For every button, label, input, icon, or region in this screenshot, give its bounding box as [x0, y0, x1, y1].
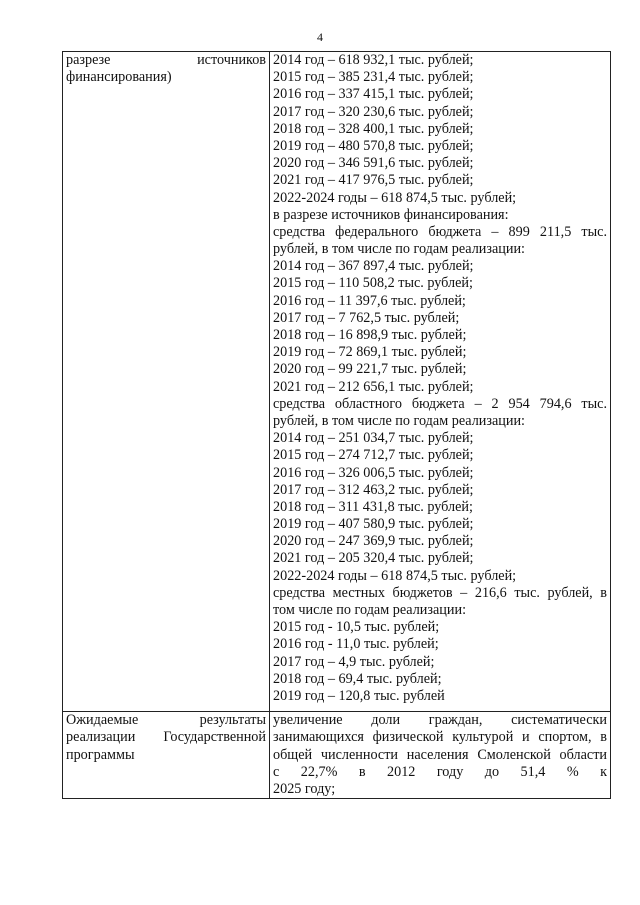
- financing-line: рублей, в том числе по годам реализации:: [273, 412, 525, 429]
- financing-line: 2017 год – 312 463,2 тыс. рублей;: [273, 481, 474, 498]
- results-line: общей численности населения Смоленской области: [273, 746, 607, 763]
- financing-line: 2018 год – 16 898,9 тыс. рублей;: [273, 327, 467, 343]
- financing-line: 2020 год – 346 591,6 тыс. рублей;: [273, 155, 474, 172]
- financing-line: 2014 год – 618 932,1 тыс. рублей;: [273, 52, 474, 68]
- results-values-cell: [270, 712, 611, 799]
- financing-line: 2016 год – 337 415,1 тыс. рублей;: [273, 86, 474, 103]
- financing-line: 2019 год – 72 869,1 тыс. рублей;: [273, 344, 467, 361]
- financing-line: 2014 год – 367 897,4 тыс. рублей;: [273, 258, 474, 275]
- results-line: с 22,7% в 2012 году до 51,4 % к: [273, 763, 607, 780]
- financing-line: 2017 год – 4,9 тыс. рублей;: [273, 653, 435, 670]
- financing-line: средства федерального бюджета – 899 211,5 тыс.: [273, 223, 607, 240]
- financing-line: 2015 год - 10,5 тыс. рублей;: [273, 619, 440, 636]
- results-line: занимающихся физической культурой и спортом, в: [273, 729, 607, 746]
- results-line: 2025 году;: [273, 780, 336, 797]
- table-row-expected-results: [63, 712, 611, 799]
- financing-line: 2015 год – 385 231,4 тыс. рублей;: [273, 69, 474, 86]
- financing-line: 2018 год – 311 431,8 тыс. рублей;: [273, 498, 473, 515]
- financing-line: 2017 год – 320 230,6 тыс. рублей;: [273, 103, 474, 120]
- row-label-line: разрезе источников: [66, 52, 266, 68]
- financing-line: средства местных бюджетов – 216,6 тыс. рублей, в: [273, 584, 607, 601]
- financing-line: 2015 год – 274 712,7 тыс. рублей;: [273, 447, 474, 464]
- financing-line: 2019 год – 120,8 тыс. рублей: [273, 687, 445, 704]
- financing-line: 2020 год – 247 369,9 тыс. рублей;: [273, 533, 474, 550]
- page-number: 4: [317, 30, 323, 44]
- financing-line: рублей, в том числе по годам реализации:: [273, 241, 525, 258]
- table-row-financing: [63, 52, 611, 712]
- row-label-line: Ожидаемые результаты: [66, 712, 266, 729]
- financing-line: 2022-2024 годы – 618 874,5 тыс. рублей;: [273, 567, 517, 584]
- financing-line: 2018 год – 69,4 тыс. рублей;: [273, 670, 442, 687]
- financing-line: 2016 год – 326 006,5 тыс. рублей;: [273, 464, 474, 481]
- row-label-line: программы: [66, 746, 135, 763]
- results-line: увеличение доли граждан, систематически: [273, 712, 607, 729]
- row-label-line: реализации Государственной: [66, 729, 266, 746]
- financing-line: 2022-2024 годы – 618 874,5 тыс. рублей;: [273, 189, 517, 206]
- financing-line: 2021 год – 417 976,5 тыс. рублей;: [273, 172, 474, 189]
- financing-line: 2016 год – 11 397,6 тыс. рублей;: [273, 292, 466, 309]
- financing-line: 2018 год – 328 400,1 тыс. рублей;: [273, 120, 474, 137]
- financing-line: в разрезе источников финансирования:: [273, 206, 509, 223]
- financing-values-cell: [270, 52, 611, 712]
- financing-label-cell: [63, 52, 270, 712]
- row-label-line: финансирования): [66, 69, 172, 86]
- results-label-cell: [63, 712, 270, 799]
- financing-line: 2021 год – 212 656,1 тыс. рублей;: [273, 378, 474, 395]
- financing-line: том числе по годам реализации:: [273, 602, 467, 618]
- financing-line: 2021 год – 205 320,4 тыс. рублей;: [273, 550, 474, 567]
- financing-line: 2019 год – 480 570,8 тыс. рублей;: [273, 137, 474, 154]
- financing-line: 2017 год – 7 762,5 тыс. рублей;: [273, 309, 460, 326]
- program-passport-table: [62, 51, 611, 799]
- financing-line: 2014 год – 251 034,7 тыс. рублей;: [273, 430, 474, 447]
- financing-line: 2019 год – 407 580,9 тыс. рублей;: [273, 516, 474, 533]
- financing-line: средства областного бюджета – 2 954 794,6 тыс.: [273, 395, 607, 412]
- financing-line: 2020 год – 99 221,7 тыс. рублей;: [273, 361, 467, 378]
- financing-line: 2015 год – 110 508,2 тыс. рублей;: [273, 275, 473, 292]
- financing-line: 2016 год - 11,0 тыс. рублей;: [273, 636, 439, 653]
